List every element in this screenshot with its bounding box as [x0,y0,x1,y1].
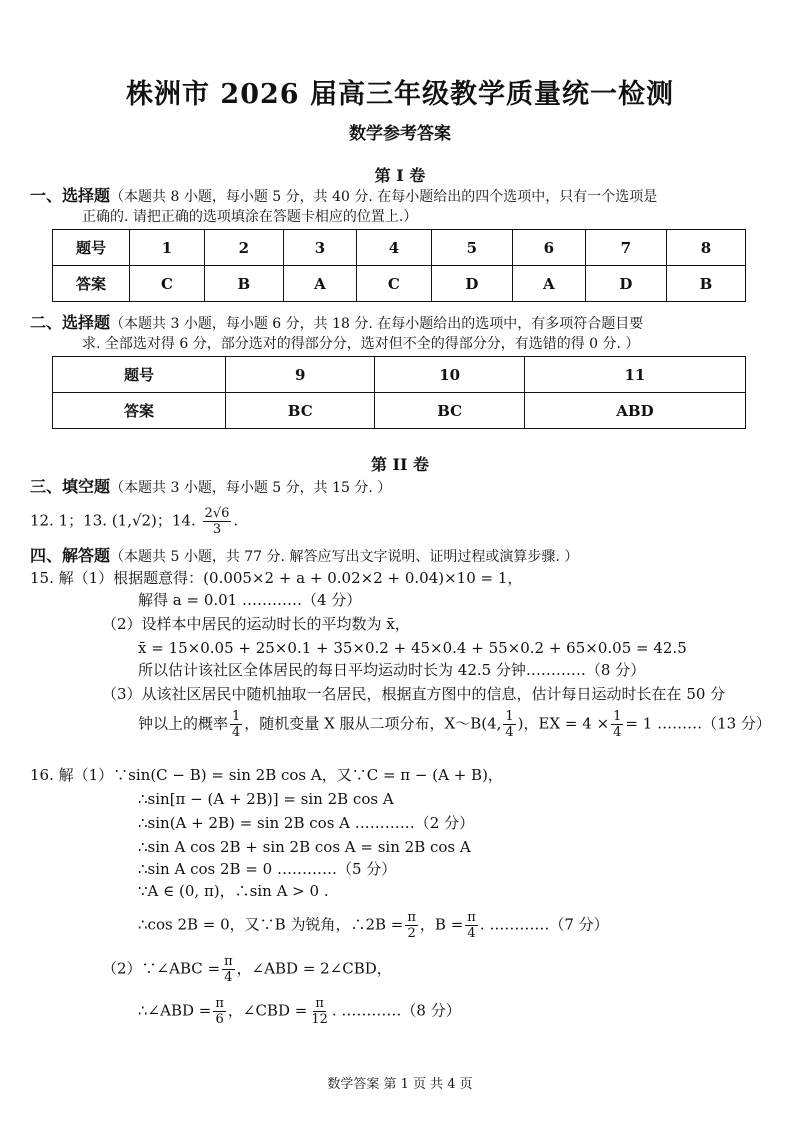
answer-cell: BC [375,393,524,429]
fraction-denominator: 12 [311,1012,328,1027]
answer-12-13-prefix: 12. 1；13. [30,511,112,530]
part4-heading: 四、解答题 [30,546,111,565]
answer-14-fraction [203,506,232,537]
part3-note: （本题共 3 小题，每小题 5 分，共 15 分. ） [110,480,392,496]
fraction [309,996,330,1027]
fraction-numerator: 1 [505,709,514,724]
question-number: 9 [226,357,375,393]
question-number: 3 [283,230,356,266]
fraction-denominator: 4 [232,725,241,740]
q16-line-1: 16. 解（1）∵sin(C − B) = sin 2B cos A，又∵C = π − (A + B)， [30,766,503,784]
fraction-numerator: π [467,910,476,925]
part2-note-2: 求. 全部选对得 6 分，部分选对的得部分分，选对但不全的得部分分，有选错的得 0 分. ） [82,336,640,352]
answer-14-suffix: . [233,511,239,530]
answer-cell: C [130,266,205,302]
q16-line-6: ∵A ∈ (0, π)，∴sin A > 0 . [138,882,329,900]
question-number: 5 [431,230,512,266]
q16-line-8 [102,954,392,985]
volume-1-heading: 第 I 卷 [374,166,426,185]
fraction [405,910,418,941]
part1-line1 [30,185,657,208]
answer-cell: C [356,266,431,302]
question-number: 7 [585,230,666,266]
page-footer: 数学答案 第 1 页 共 4 页 [327,1077,473,1092]
q16-l9-text-a: ∴∠ABD = [138,1001,212,1020]
table-row [53,230,746,266]
q16-line-2: ∴sin[π − (A + 2B)] = sin 2B cos A [138,790,394,808]
answer-14-prefix: ；14. [156,511,201,530]
q16-l7-text-c: . …………（7 分） [479,915,609,934]
q15-l7-text-b: ，随机变量 X 服从二项分布，X～B(4, [244,714,502,733]
q15-line-3: （2）设样本中居民的运动时长的平均数为 x̄， [102,615,410,633]
q16-l8-text-a: （2）∵∠ABC = [102,959,221,978]
fraction-numerator: π [407,910,416,925]
fraction-numerator: 1 [232,709,241,724]
page-subtitle: 数学参考答案 [349,124,451,144]
fraction-denominator: 4 [505,725,514,740]
part3-line [30,476,391,499]
question-number: 1 [130,230,205,266]
answer-cell: A [512,266,585,302]
fraction [611,709,623,740]
fraction-denominator: 4 [224,970,233,985]
q16-l8-text-b: ，∠ABD = 2∠CBD， [236,959,392,978]
volume-2-heading: 第 II 卷 [370,455,430,474]
q15-line-5: 所以估计该社区全体居民的每日平均运动时长为 42.5 分钟…………（8 分） [138,661,646,679]
question-number: 2 [204,230,283,266]
q16-l9-text-b: ，∠CBD = [227,1001,308,1020]
fraction [465,910,478,941]
q16-line-9 [138,996,461,1027]
question-number: 11 [524,357,745,393]
row-label: 答案 [53,266,130,302]
part4-line [30,545,578,568]
answer-cell: ABD [524,393,745,429]
q16-l7-text-b: ，B = [419,915,464,934]
fraction-denominator: 6 [215,1012,224,1027]
fraction [222,954,235,985]
question-number: 8 [666,230,745,266]
q15-l7-text-d: = 1 ………（13 分） [625,714,771,733]
part1-answer-table [52,229,746,302]
fraction [230,709,242,740]
q16-line-7 [138,910,609,941]
table-row [53,357,746,393]
part2-answer-table [52,356,746,429]
part4-note: （本题共 5 小题，共 77 分. 解答应写出文字说明、证明过程或演算步骤. ） [110,549,579,565]
part3-answers [30,506,238,537]
answer-cell: A [283,266,356,302]
answer-cell: D [431,266,512,302]
fraction-denominator: 4 [613,725,622,740]
q15-line-4: x̄ = 15×0.05 + 25×0.1 + 35×0.2 + 45×0.4 + 55×0.2 + 65×0.05 = 42.5 [138,639,687,657]
fraction-numerator: 1 [613,709,622,724]
part3-heading: 三、填空题 [30,477,111,496]
row-label: 题号 [53,230,130,266]
row-label: 答案 [53,393,226,429]
fraction-denominator: 3 [212,522,222,537]
fraction-numerator: π [224,954,233,969]
part1-note-1: （本题共 8 小题，每小题 5 分，共 40 分. 在每小题给出的四个选项中，只有一个选项是 [110,189,658,205]
q15-line-1: 15. 解（1）根据题意得：(0.005×2 + a + 0.02×2 + 0.04)×10 = 1， [30,569,523,587]
q16-line-3: ∴sin(A + 2B) = sin 2B cos A …………（2 分） [138,814,475,832]
part1-heading: 一、选择题 [30,186,111,205]
part2-line1 [30,312,643,335]
answer-cell: B [666,266,745,302]
q15-l7-text-c: )，EX = 4 × [517,714,610,733]
question-number: 10 [375,357,524,393]
answer-cell: D [585,266,666,302]
answer-cell: B [204,266,283,302]
q16-line-5: ∴sin A cos 2B = 0 …………（5 分） [138,860,397,878]
question-number: 6 [512,230,585,266]
question-number: 4 [356,230,431,266]
answer-cell: BC [226,393,375,429]
q16-l7-text-a: ∴cos 2B = 0，又∵B 为锐角，∴2B = [138,915,404,934]
q15-line-6: （3）从该社区居民中随机抽取一名居民，根据直方图中的信息，估计每日运动时长在在 50 分 [102,685,726,703]
table-row [53,393,746,429]
answer-13: (1,√2) [111,511,157,530]
part2-note-1: （本题共 3 小题，每小题 6 分，共 18 分. 在每小题给出的选项中，有多项符合题目要 [110,316,644,332]
q16-l9-text-c: . …………（8 分） [331,1001,461,1020]
row-label: 题号 [53,357,226,393]
q15-line-7 [138,709,771,740]
part1-note-2: 正确的. 请把正确的选项填涂在答题卡相应的位置上.） [82,209,418,225]
fraction-numerator: π [315,996,324,1011]
fraction-numerator: 2√6 [204,506,230,521]
page-title: 株洲市 2026 届高三年级教学质量统一检测 [126,79,674,110]
fraction [503,709,515,740]
table-row [53,266,746,302]
fraction-denominator: 2 [407,926,416,941]
fraction-denominator: 4 [467,926,476,941]
fraction [213,996,226,1027]
q15-l7-text-a: 钟以上的概率 [138,714,229,733]
q15-line-2: 解得 a = 0.01 …………（4 分） [138,591,362,609]
part2-heading: 二、选择题 [30,313,111,332]
fraction-numerator: π [215,996,224,1011]
q16-line-4: ∴sin A cos 2B + sin 2B cos A = sin 2B cos A [138,838,471,856]
